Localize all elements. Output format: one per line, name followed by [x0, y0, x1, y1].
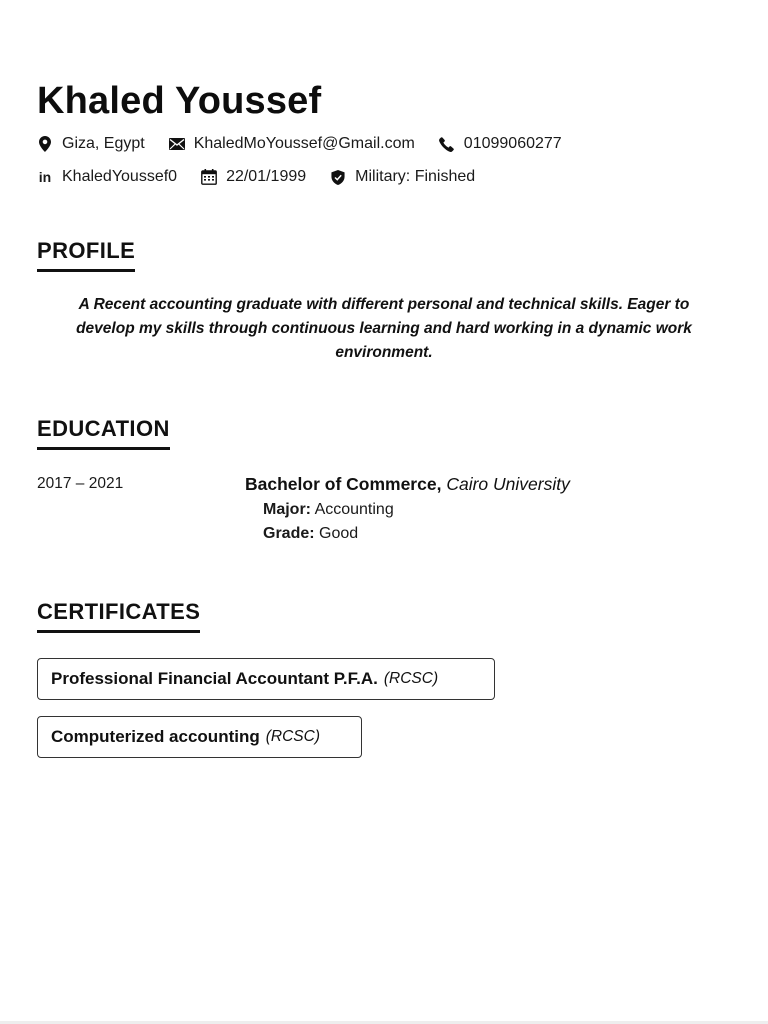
- phone-icon: [439, 136, 455, 152]
- contact-row-secondary: [37, 167, 499, 187]
- certificate-issuer: (RCSC): [265, 728, 320, 745]
- education-grade-label: Grade:: [263, 525, 315, 542]
- location-text: Giza, Egypt: [62, 135, 145, 152]
- certificate-name: Computerized accounting: [51, 727, 260, 746]
- linkedin-link[interactable]: KhaledYoussef0: [62, 168, 178, 185]
- education-years: 2017 – 2021: [37, 475, 124, 492]
- education-major-label: Major:: [263, 501, 311, 518]
- profile-summary: A Recent accounting graduate with different personal and technical skills. Eager to develop my skills through continuous learning and hard working in a dynamic work environment.: [76, 296, 692, 361]
- education-major: [263, 501, 394, 519]
- linkedin-icon: in: [38, 169, 52, 185]
- contact-linkedin[interactable]: [37, 167, 177, 187]
- contact-location: [37, 134, 145, 154]
- calendar-icon: [201, 169, 217, 185]
- certificate-name: Professional Financial Accountant P.F.A.: [51, 669, 378, 688]
- certificate-card: [37, 658, 495, 700]
- map-pin-icon: [37, 136, 53, 152]
- contact-email[interactable]: [169, 134, 415, 154]
- education-major-value: Accounting: [314, 501, 394, 518]
- certificate-issuer: (RCSC): [383, 670, 439, 687]
- education-grade: [263, 525, 358, 543]
- section-title-education: EDUCATION: [37, 416, 170, 450]
- phone-text[interactable]: 01099060277: [463, 135, 562, 152]
- education-degree-line: [245, 474, 570, 495]
- contact-birthdate: [201, 167, 306, 187]
- contact-row-primary: [37, 134, 586, 154]
- education-grade-value: Good: [319, 525, 359, 542]
- shield-icon: [330, 169, 346, 185]
- section-title-profile: PROFILE: [37, 238, 135, 272]
- military-text: Military: Finished: [355, 168, 476, 185]
- email-link[interactable]: KhaledMoYoussef@Gmail.com: [193, 135, 415, 152]
- education-university: Cairo University: [446, 474, 570, 494]
- contact-phone[interactable]: [439, 134, 562, 154]
- certificate-card: [37, 716, 362, 758]
- contact-military: [330, 167, 475, 187]
- envelope-icon: [169, 136, 185, 152]
- birthdate-text: 22/01/1999: [226, 168, 307, 185]
- education-degree: Bachelor of Commerce,: [245, 474, 442, 494]
- candidate-name: Khaled Youssef: [37, 80, 322, 122]
- section-title-certificates: CERTIFICATES: [37, 599, 200, 633]
